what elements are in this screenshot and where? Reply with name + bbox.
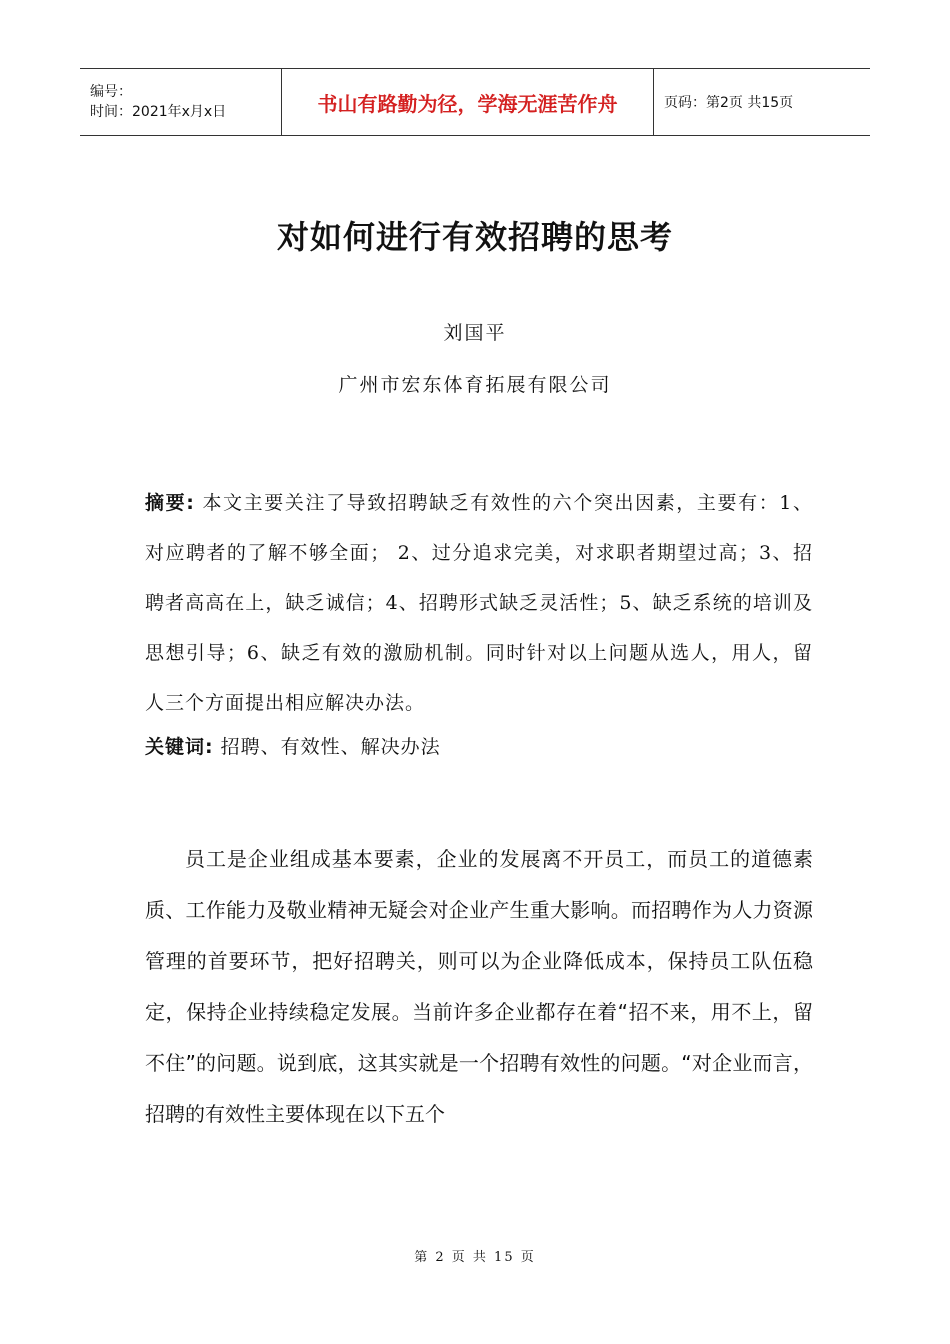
page-header: [80, 68, 870, 136]
author-name: 刘国平: [443, 322, 507, 344]
page-footer: 第 2 页 共 15 页: [414, 1250, 536, 1265]
body-paragraph: 员工是企业组成基本要素，企业的发展离不开员工，而员工的道德素质、工作能力及敬业精神无疑会对企业产生重大影响。而招聘作为人力资源管理的首要环节，把好招聘关，则可以为企业降低成本，保持员工队伍稳定，保持企业持续稳定发展。当前许多企业都存在着“招不来，用不上，留不住”的问题。说到底，这其实就是一个招聘有效性的问题。“对企业而言，招聘的有效性主要体现在以下五个: [145, 847, 813, 1126]
number-label: 编号：: [90, 84, 132, 100]
keywords-label: 关键词:: [145, 736, 214, 758]
document-title: 对如何进行有效招聘的思考: [276, 218, 673, 256]
organization-name: 广州市宏东体育拓展有限公司: [338, 374, 612, 396]
header-motto: [282, 69, 654, 135]
header-meta: [80, 69, 282, 135]
keywords-text: 招聘、有效性、解决办法: [213, 736, 441, 758]
abstract: [145, 478, 813, 728]
page-info-text: 页码：第2页 共15页: [664, 95, 794, 111]
keywords: [145, 722, 813, 772]
abstract-text: 本文主要关注了导致招聘缺乏有效性的六个突出因素，主要有：1、对应聘者的了解不够全面； 2、过分追求完美，对求职者期望过高；3、招聘者高高在上，缺乏诚信；4、招聘形式缺乏灵活性；5、缺乏系统的培训及思想引导；6、缺乏有效的激励机制。同时针对以上问题从选人，用人，留人三个方面提出相应解决办法。: [145, 492, 813, 714]
header-page-info: [654, 69, 870, 135]
time-label: 时间：2021年x月x日: [90, 104, 227, 120]
abstract-label: 摘要:: [145, 492, 195, 514]
motto-text: 书山有路勤为径，学海无涯苦作舟: [317, 91, 618, 116]
